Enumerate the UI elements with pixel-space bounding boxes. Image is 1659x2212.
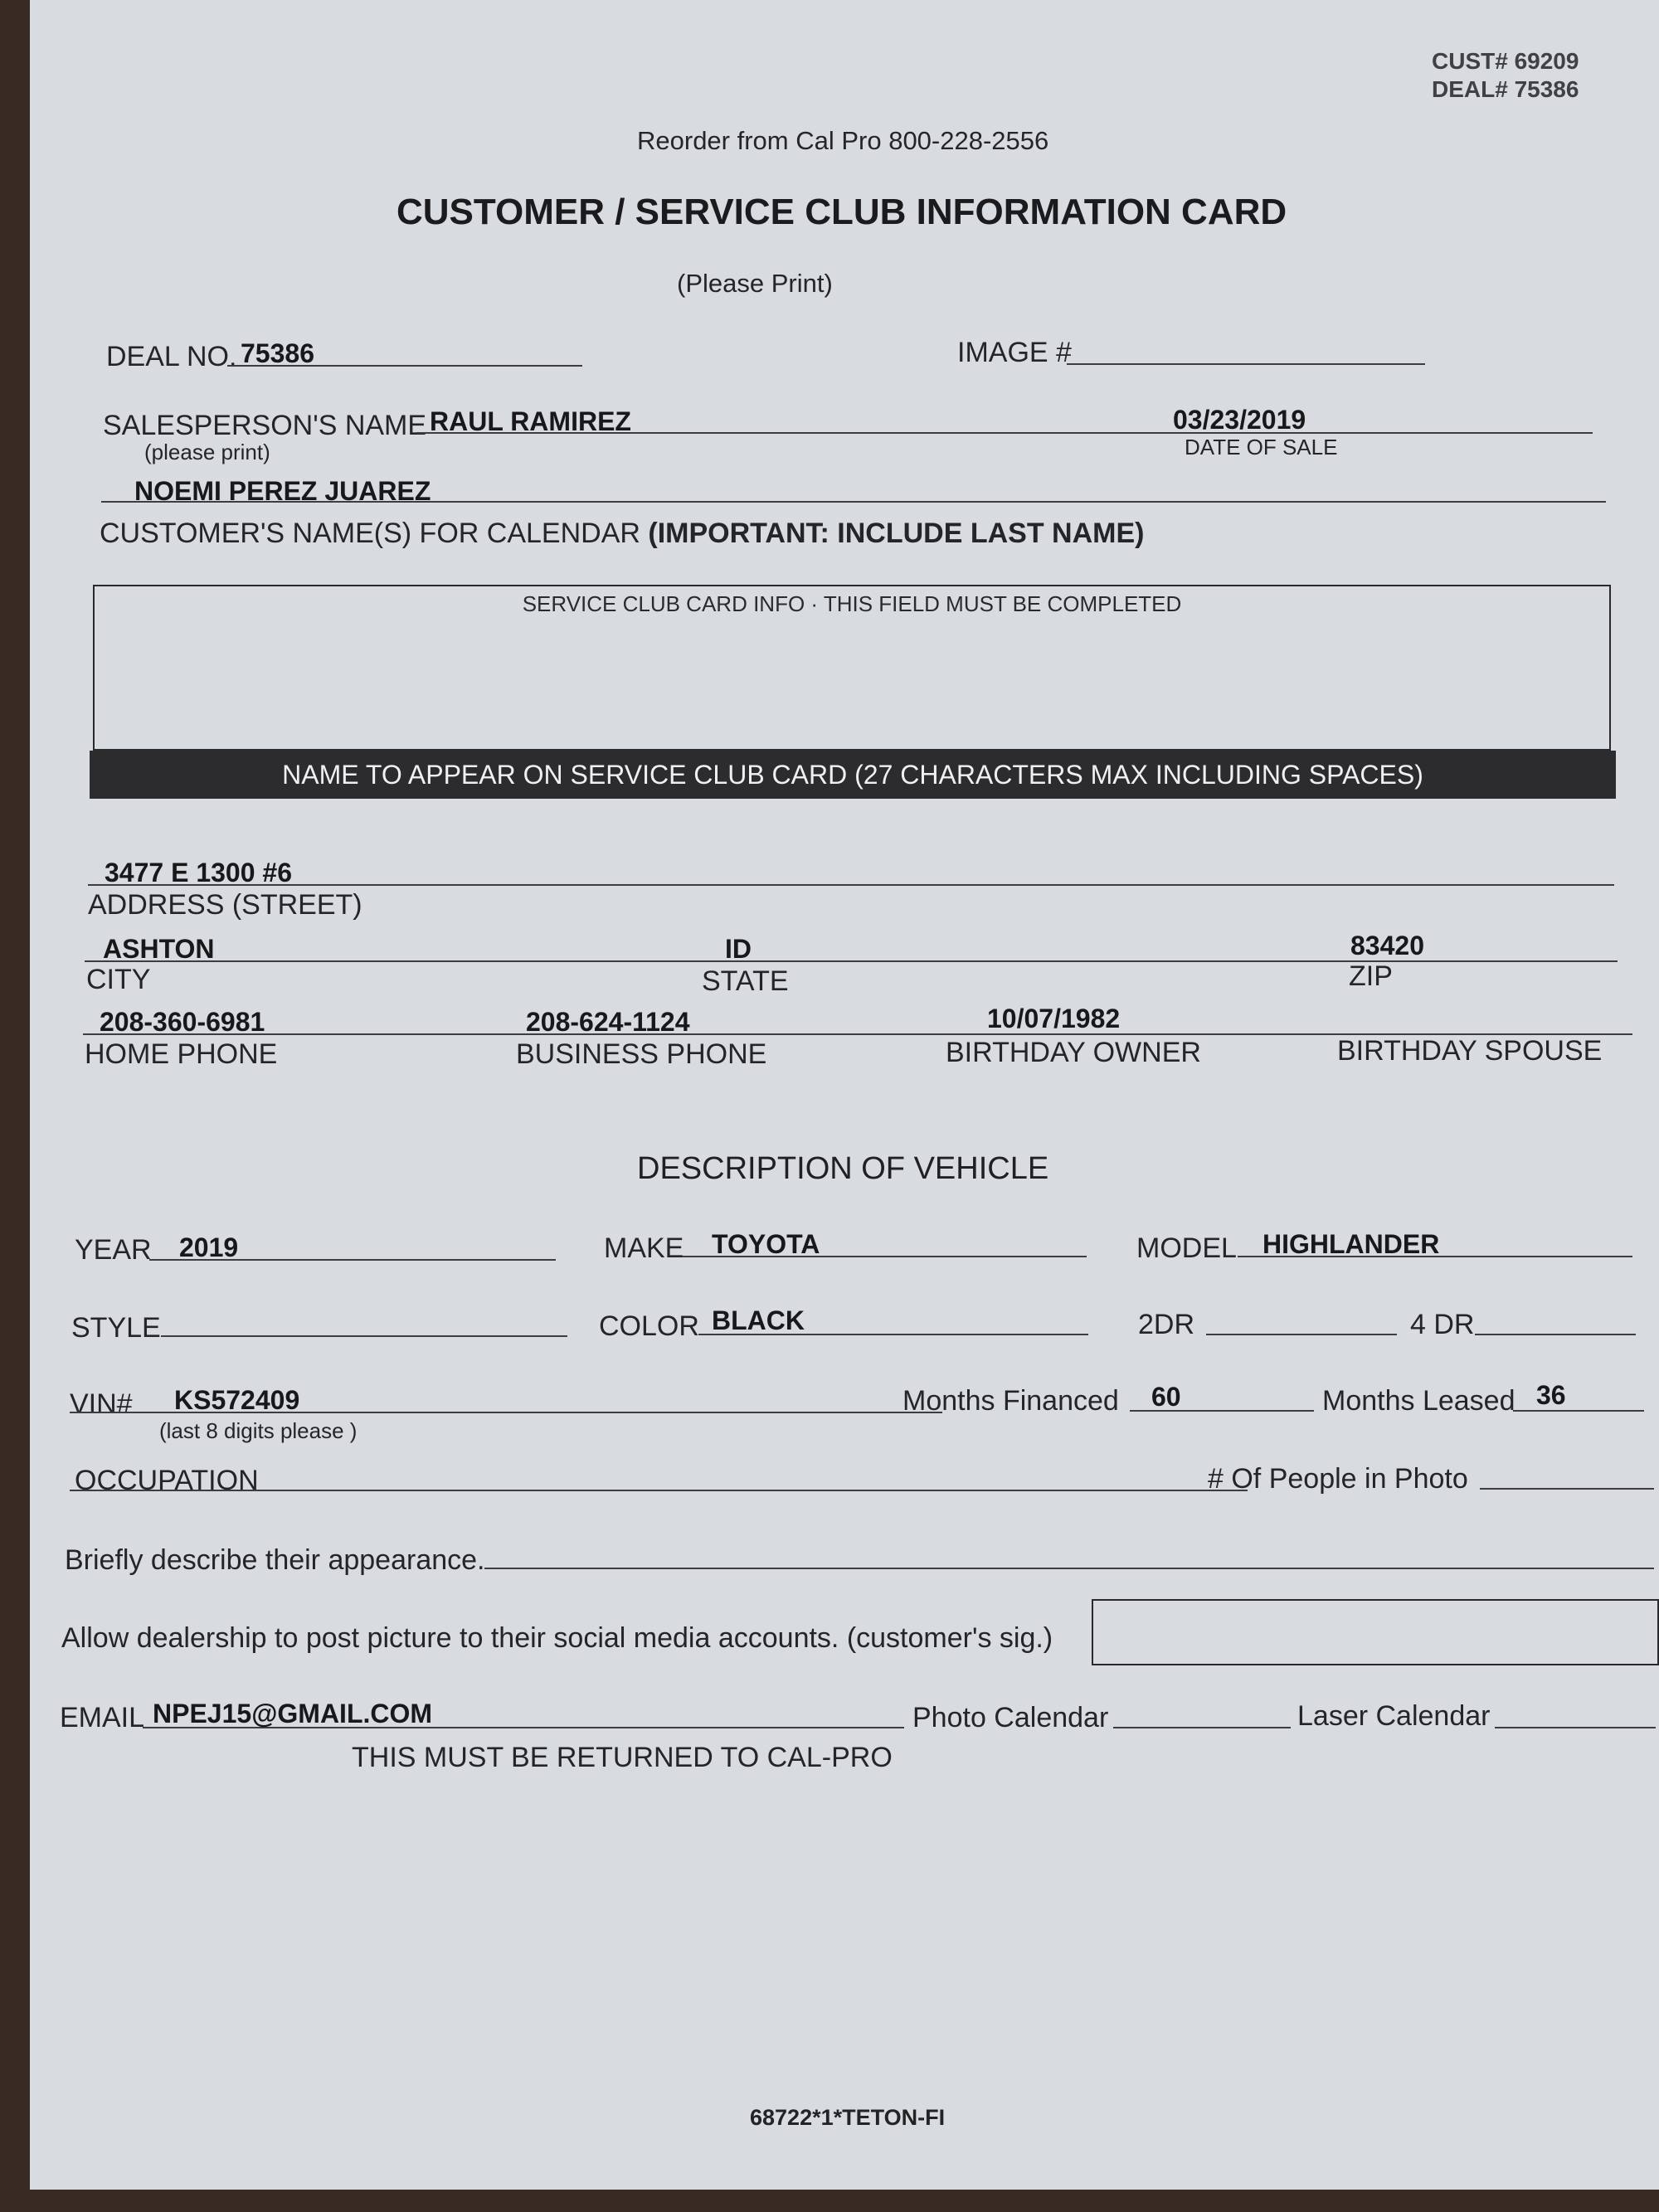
service-club-box[interactable]: [93, 585, 1611, 751]
birthday-spouse-label: BIRTHDAY SPOUSE: [1337, 1035, 1603, 1067]
city-value[interactable]: ASHTON: [103, 934, 215, 964]
business-phone-label: BUSINESS PHONE: [516, 1038, 767, 1070]
laser-calendar-line[interactable]: [1495, 1727, 1656, 1728]
image-number-line[interactable]: [1067, 363, 1425, 365]
home-phone-label: HOME PHONE: [85, 1038, 278, 1070]
vin-label: VIN#: [70, 1388, 133, 1420]
email-value[interactable]: NPEJ15@GMAIL.COM: [153, 1699, 433, 1728]
photo-calendar-label: Photo Calendar: [912, 1702, 1109, 1733]
months-leased-line: [1513, 1410, 1644, 1412]
laser-calendar-label: Laser Calendar: [1297, 1700, 1491, 1732]
occupation-line[interactable]: [70, 1490, 1248, 1491]
year-value[interactable]: 2019: [179, 1232, 239, 1262]
make-label: MAKE: [604, 1232, 684, 1264]
date-of-sale-value[interactable]: 03/23/2019: [1173, 405, 1306, 435]
customer-name-label-text: CUSTOMER'S NAME(S) FOR CALENDAR: [100, 518, 640, 549]
service-club-name-bar: [90, 751, 1616, 799]
photo-calendar-line[interactable]: [1113, 1727, 1291, 1728]
info-card-sheet: [30, 0, 1659, 2190]
vin-value[interactable]: KS572409: [174, 1385, 300, 1415]
zip-value[interactable]: 83420: [1350, 931, 1424, 960]
color-label: COLOR: [599, 1310, 699, 1342]
deal-number-label: DEAL NO.: [106, 341, 237, 372]
home-phone-value[interactable]: 208-360-6981: [100, 1007, 265, 1037]
form-code: 68722*1*TETON-FI: [750, 2105, 946, 2130]
salesperson-value[interactable]: RAUL RAMIREZ: [430, 406, 631, 436]
street-value[interactable]: 3477 E 1300 #6: [105, 858, 292, 887]
service-club-bar-text: NAME TO APPEAR ON SERVICE CLUB CARD (27 CHARACTERS MAX INCLUDING SPACES): [282, 760, 1423, 790]
customer-number: CUST# 69209: [1432, 48, 1579, 74]
four-door-label: 4 DR: [1410, 1309, 1475, 1340]
signature-box[interactable]: [1092, 1599, 1659, 1665]
vehicle-heading: DESCRIPTION OF VEHICLE: [637, 1151, 1049, 1186]
image-number-label: IMAGE #: [957, 337, 1072, 368]
birthday-owner-value[interactable]: 10/07/1982: [987, 1004, 1121, 1033]
street-line: [88, 884, 1614, 886]
two-door-label: 2DR: [1138, 1309, 1195, 1340]
model-label: MODEL: [1136, 1232, 1237, 1264]
year-label: YEAR: [75, 1234, 152, 1266]
customer-name-value[interactable]: NOEMI PEREZ JUAREZ: [134, 476, 431, 506]
salesperson-sublabel: (please print): [144, 440, 270, 464]
city-label: CITY: [86, 964, 151, 995]
date-of-sale-label: DATE OF SALE: [1185, 435, 1338, 459]
months-financed-label: Months Financed: [902, 1385, 1119, 1417]
return-note: THIS MUST BE RETURNED TO CAL-PRO: [352, 1742, 893, 1773]
zip-label: ZIP: [1349, 960, 1393, 992]
service-club-box-title: SERVICE CLUB CARD INFO · THIS FIELD MUST BE COMPLETED: [522, 591, 1182, 616]
style-label: STYLE: [71, 1312, 161, 1344]
customer-name-label-important: (IMPORTANT: INCLUDE LAST NAME): [648, 518, 1145, 549]
model-value[interactable]: HIGHLANDER: [1262, 1229, 1440, 1259]
months-leased-value[interactable]: 36: [1536, 1380, 1566, 1410]
state-value[interactable]: ID: [725, 934, 752, 964]
appearance-label: Briefly describe their appearance.: [65, 1544, 485, 1576]
appearance-line[interactable]: [484, 1568, 1654, 1569]
deal-number-value[interactable]: 75386: [241, 338, 314, 368]
four-door-line[interactable]: [1475, 1334, 1636, 1335]
social-media-label: Allow dealership to post picture to their social media accounts. (customer's sig.): [61, 1622, 1053, 1654]
form-title: CUSTOMER / SERVICE CLUB INFORMATION CARD: [397, 192, 1287, 232]
occupation-label: OCCUPATION: [75, 1465, 259, 1496]
color-value[interactable]: BLACK: [712, 1305, 805, 1335]
months-leased-label: Months Leased: [1322, 1385, 1515, 1417]
birthday-owner-label: BIRTHDAY OWNER: [946, 1037, 1201, 1068]
customer-name-label: [100, 519, 1144, 547]
street-label: ADDRESS (STREET): [88, 889, 362, 921]
people-in-photo-line[interactable]: [1480, 1488, 1654, 1490]
state-label: STATE: [702, 965, 789, 997]
style-line[interactable]: [161, 1335, 567, 1337]
make-value[interactable]: TOYOTA: [712, 1229, 820, 1259]
two-door-line[interactable]: [1206, 1334, 1397, 1335]
reorder-note: Reorder from Cal Pro 800-228-2556: [637, 126, 1049, 155]
deal-number-stamp: DEAL# 75386: [1432, 76, 1579, 102]
vin-note: (last 8 digits please ): [159, 1418, 358, 1443]
email-label: EMAIL: [60, 1702, 145, 1733]
months-financed-value[interactable]: 60: [1151, 1382, 1181, 1412]
people-in-photo-label: # Of People in Photo: [1208, 1463, 1468, 1495]
please-print-note: (Please Print): [677, 269, 833, 298]
business-phone-value[interactable]: 208-624-1124: [526, 1007, 690, 1037]
salesperson-label: SALESPERSON'S NAME: [103, 410, 427, 441]
